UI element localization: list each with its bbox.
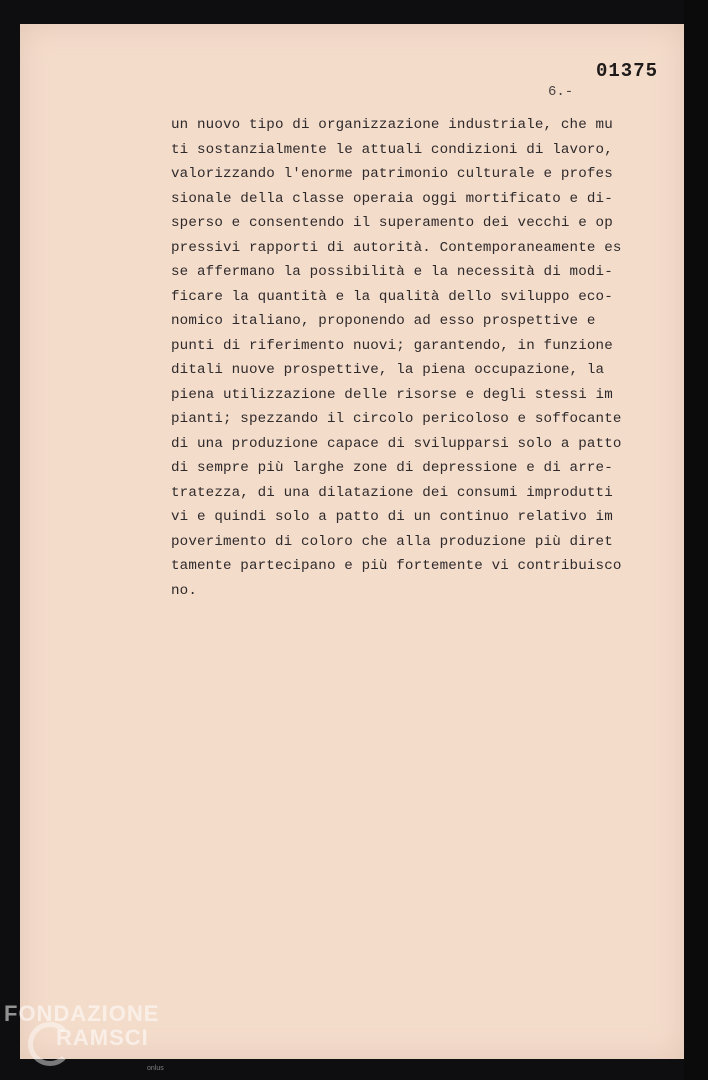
- text-line: pressivi rapporti di autorità. Contemporaneamente es: [171, 239, 622, 256]
- page-edge-shadow: [684, 0, 708, 1080]
- text-line: punti di riferimento nuovi; garantendo, in funzione: [171, 337, 613, 354]
- archive-number: 01375: [596, 60, 659, 82]
- text-line: ti sostanzialmente le attuali condizioni di lavoro,: [171, 141, 613, 158]
- watermark-line-1: FONDAZIONE: [4, 1001, 160, 1026]
- page-number: 6.-: [548, 84, 574, 100]
- text-line: sperso e consentendo il superamento dei vecchi e op: [171, 215, 613, 231]
- text-line: di una produzione capace di svilupparsi solo a patto: [171, 435, 622, 452]
- text-line: poverimento di coloro che alla produzione più diret: [171, 533, 613, 550]
- watermark-logo: [4, 1002, 159, 1050]
- text-line: vi e quindi solo a patto di un continuo relativo im: [171, 509, 613, 525]
- text-line: no.: [171, 582, 197, 599]
- text-line: nomico italiano, proponendo ad esso prospettive e: [171, 313, 596, 329]
- watermark-small-text: onlus: [147, 1065, 164, 1072]
- text-line: sionale della classe operaia oggi mortificato e di-: [171, 190, 613, 207]
- text-line: se affermano la possibilità e la necessità di modi-: [171, 264, 613, 280]
- text-line: ficare la quantità e la qualità dello sviluppo eco-: [171, 288, 613, 305]
- text-line: tamente partecipano e più fortemente vi contribuisco: [171, 558, 622, 574]
- text-line: tratezza, di una dilatazione dei consumi improdutti: [171, 484, 613, 501]
- text-line: pianti; spezzando il circolo pericoloso e soffocante: [171, 411, 622, 427]
- text-line: ditali nuove prospettive, la piena occupazione, la: [171, 362, 605, 378]
- text-line: valorizzando l'enorme patrimonio culturale e profes: [171, 166, 613, 182]
- watermark-line-2: RAMSCI: [56, 1025, 149, 1050]
- text-line: di sempre più larghe zone di depressione e di arre-: [171, 460, 613, 476]
- text-line: piena utilizzazione delle risorse e degli stessi im: [171, 386, 613, 403]
- text-line: un nuovo tipo di organizzazione industriale, che mu: [171, 117, 613, 133]
